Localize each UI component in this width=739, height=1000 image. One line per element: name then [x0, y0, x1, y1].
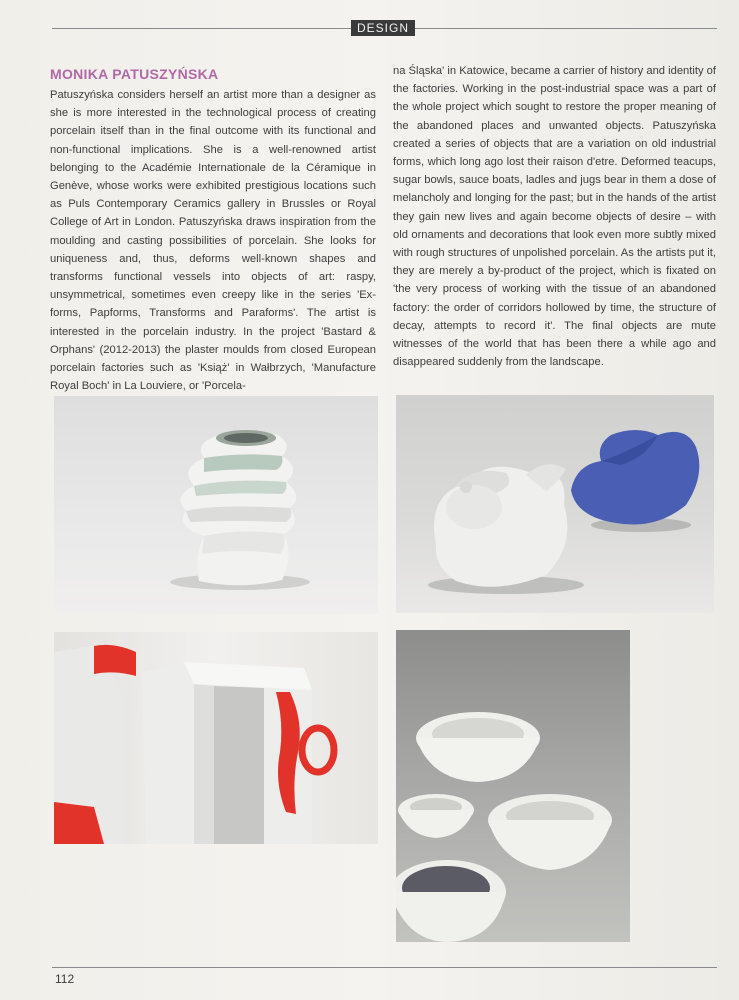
photo-stacked-vessel — [54, 396, 378, 614]
photo-textured-bowls — [396, 630, 630, 942]
article-paragraph-left: Patuszyńska considers herself an artist more than a designer as she is more interested in the technological process of creating porcelain itself than in the final outcome with its functional and non-functional implications. She is a well-renowned artist belonging to the Académie Internationale de la Céramique in Genève, whose works were exhibited prestigious locations such as Puls Contemporary Ceramics gallery in Brussles or Royal College of Art in London. Patuszyńska draws inspiration from the moulding and casting possibilities of porcelain. She looks for uniqueness and, thus, deforms well-known shapes and transforms functional vessels into objects of art: raspy, unsymmetrical, sometimes even creepy like in the series 'Ex-forms, Papforms, Transforms and Paraforms'. The artist is interested in the porcelain industry. In the project 'Bastard & Orphans' (2012-2013) the plaster moulds from closed European porcelain factories such as 'Książ' in Wałbrzych, 'Manufacture Royal Boch' in La Louviere, or 'Porcela- — [50, 89, 376, 393]
article-right-column — [393, 62, 716, 371]
stacked-vessel-image — [54, 396, 378, 614]
footer-rule — [52, 967, 717, 968]
article-paragraph-right: na Śląska' in Katowice, became a carrier of history and identity of the factories. Working in the post-industrial space was a part of the whole project which sought to restore the proper meaning of the abandoned places and unwanted objects. Patuszyńska created a series of objects that are a variation on old industrial forms, which long ago lost their raison d'etre. Deformed teacups, sugar bowls, sauce boats, ladles and jugs bear in them a dose of melancholy and longing for the past; but in the hands of the artist they gain new lives and again become objects of desire – with old ornaments and decorations that look even more subtly mixed with rough structures of unpolished porcelain. As the artists put it, they are merely a by-product of the project, which is fixated on 'the very process of working with the tissue of an abandoned factory: the order of corridors hollowed by time, the structure of decay, attempts to record it'. The final objects are mute witnesses of the world that has been there a while ago and disappeared suddenly from the landscape. — [393, 65, 717, 369]
section-tag: DESIGN — [351, 20, 415, 36]
article-left-column — [50, 62, 376, 395]
hexagon-vessels-image — [54, 632, 378, 844]
textured-bowls-image — [396, 630, 630, 942]
teapot-image — [396, 395, 714, 613]
photo-hexagon-vessels-red — [54, 632, 378, 844]
photo-teapot-and-blue-bowl — [396, 395, 714, 613]
page-number: 112 — [55, 972, 75, 986]
artist-name-heading: MONIKA PATUSZYŃSKA — [50, 66, 219, 82]
